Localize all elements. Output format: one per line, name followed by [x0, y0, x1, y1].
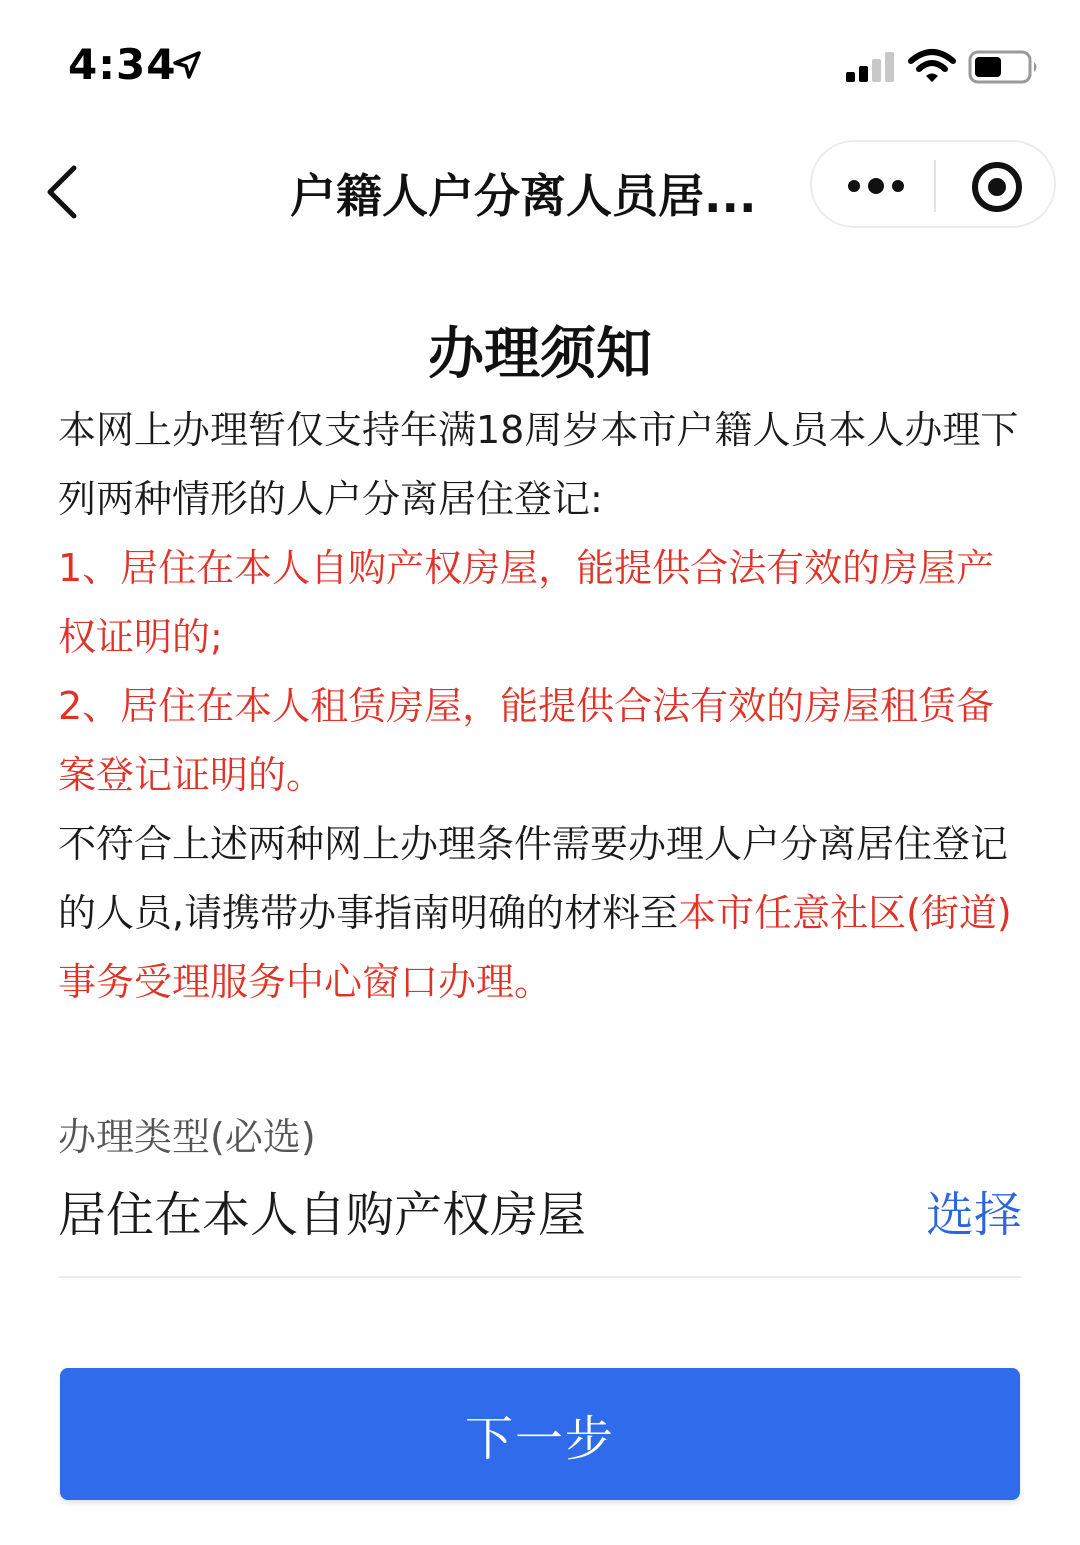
field-divider [58, 1276, 1022, 1278]
handling-type-row[interactable] [58, 1176, 1022, 1248]
status-bar [0, 0, 1080, 120]
location-arrow-icon [172, 50, 202, 80]
navigation-bar [0, 130, 1080, 240]
notice-closing-highlight: 本市任意社区(街道) 事务受理服务中心窗口办理。 [58, 891, 1012, 1004]
status-time: 4:34 [68, 40, 177, 89]
handling-type-value: 居住在本人自购产权房屋 [58, 1187, 587, 1243]
notice-item-2: 2、居住在本人租赁房屋，能提供合法有效的房屋租赁备案登记证明的。 [58, 684, 995, 797]
miniprogram-capsule [810, 140, 1056, 228]
notice-closing [58, 810, 1024, 1017]
next-step-button[interactable]: 下一步 [60, 1368, 1020, 1500]
back-chevron-icon[interactable] [42, 162, 82, 222]
close-miniprogram-icon[interactable] [970, 160, 1024, 214]
notice-heading: 办理须知 [428, 322, 652, 387]
handling-type-label: 办理类型(必选) [58, 1115, 316, 1159]
select-type-link[interactable]: 选择 [925, 1187, 1022, 1243]
capsule-divider [934, 160, 936, 212]
notice-body [58, 396, 1024, 1017]
notice-closing-text: 不符合上述两种网上办理条件需要办理人户分离居住登记的人员,请携带办事指南明确的材料至 [58, 822, 1009, 935]
cellular-signal-icon [846, 52, 898, 82]
page-title: 户籍人户分离人员居... [290, 169, 757, 223]
battery-icon [968, 50, 1040, 84]
notice-intro: 本网上办理暂仅支持年满18周岁本市户籍人员本人办理下列两种情形的人户分离居住登记: [58, 408, 1019, 521]
notice-item-1: 1、居住在本人自购产权房屋，能提供合法有效的房屋产权证明的; [58, 546, 995, 659]
wifi-icon [908, 48, 956, 84]
more-options-icon[interactable] [846, 168, 906, 204]
